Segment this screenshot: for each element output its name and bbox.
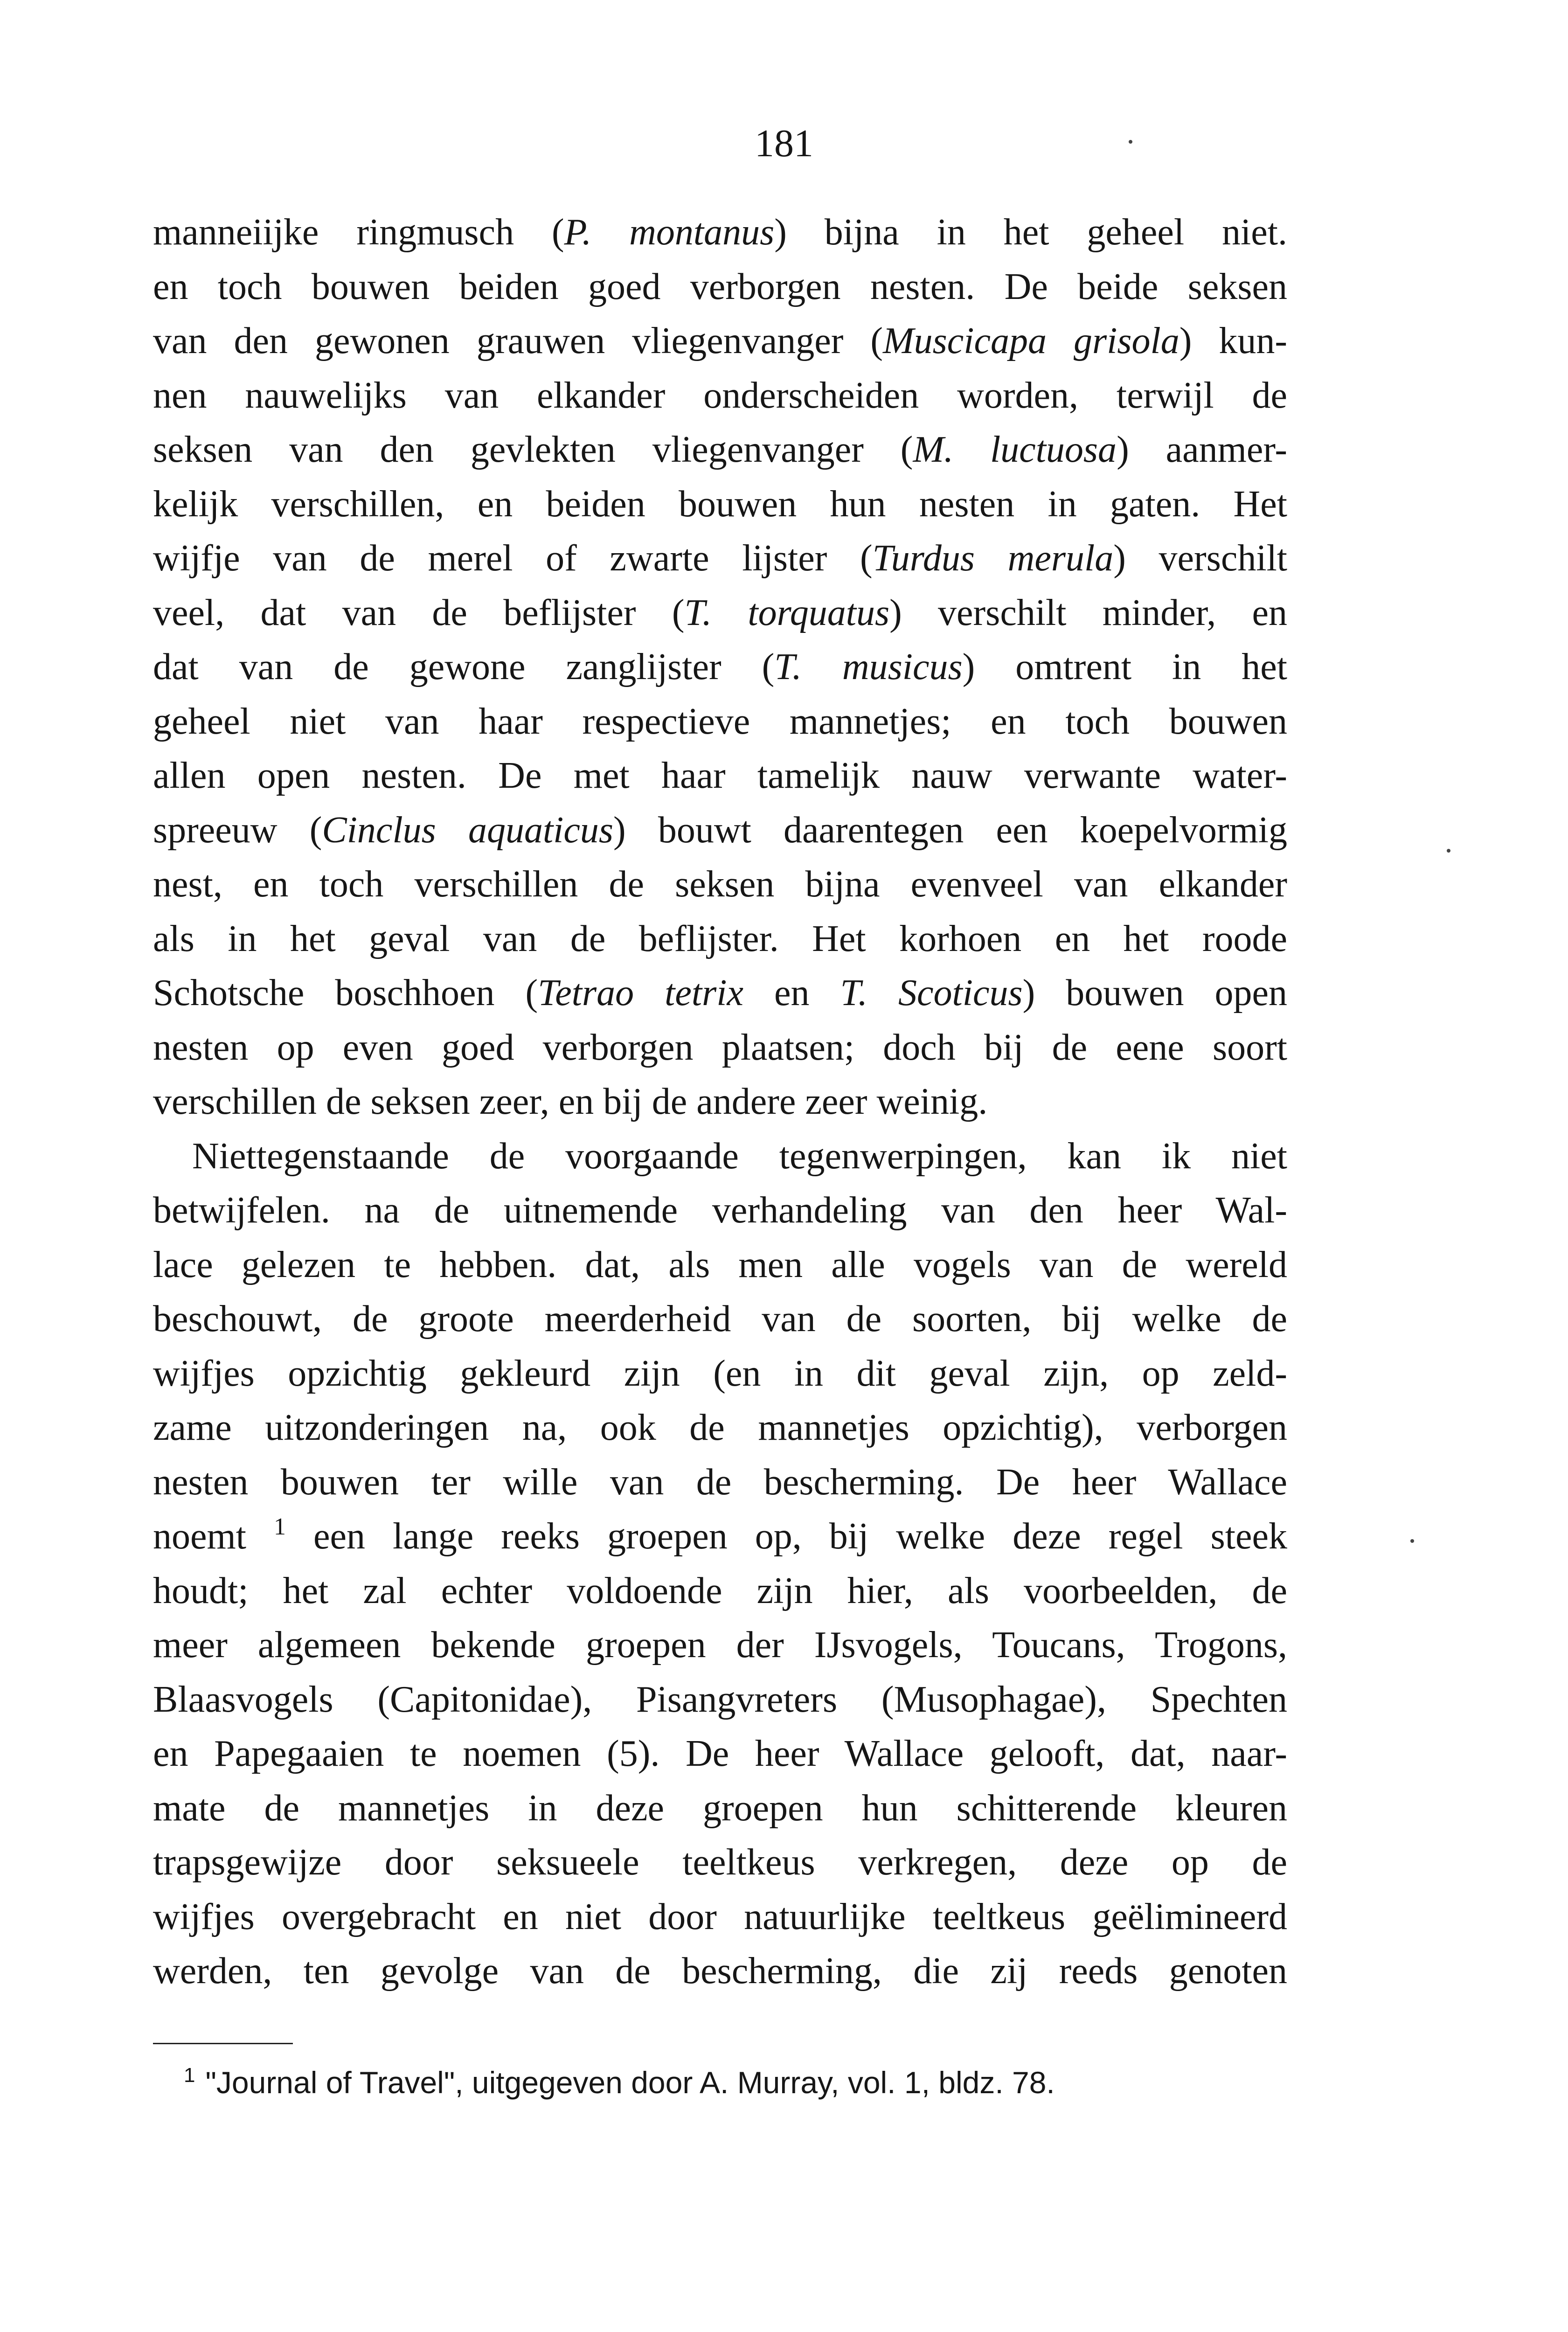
text-line <box>153 694 1287 749</box>
text-line <box>153 1129 1287 1184</box>
text-line <box>153 1673 1287 1727</box>
text-run: mate de mannetjes in deze groepen hun schitterende kleuren <box>153 1787 1287 1829</box>
species-name: Muscicapa grisola <box>883 320 1179 361</box>
text-run: lace gelezen te hebben. dat, als men alle vogels van de wereld <box>153 1244 1287 1285</box>
text-run: zame uitzonderingen na, ook de mannetjes opzichtig), verborgen <box>153 1407 1287 1448</box>
text-line <box>153 205 1287 260</box>
text-line <box>153 1727 1287 1781</box>
text-run: spreeuw ( <box>153 809 322 851</box>
footnote-separator <box>153 2043 293 2044</box>
text-run: geheel niet van haar respectieve mannetjes; en toch bouwen <box>153 701 1287 742</box>
text-line <box>153 531 1287 586</box>
text-line <box>153 912 1287 966</box>
text-line <box>153 1238 1287 1292</box>
text-run: nest, en toch verschillen de seksen bijna evenveel van elkander <box>153 864 1287 905</box>
text-run: betwijfelen. na de uitnemende verhandeling van den heer Wal- <box>153 1190 1287 1231</box>
text-run: werden, ten gevolge van de bescherming, die zij reeds genoten <box>153 1950 1287 1992</box>
footnote <box>184 2061 1303 2103</box>
text-run: trapsgewijze door seksueele teeltkeus verkregen, deze op de <box>153 1842 1287 1883</box>
print-speck <box>1410 1539 1414 1543</box>
text-run: ) verschilt minder, en <box>889 592 1288 633</box>
text-run: ) bouwen open <box>1022 972 1287 1013</box>
print-speck <box>1129 140 1132 144</box>
text-line <box>153 1564 1287 1618</box>
text-line <box>153 749 1287 803</box>
text-run: manneiijke ringmusch ( <box>153 212 564 253</box>
text-run: verschillen de seksen zeer, en bij de andere zeer weinig. <box>153 1081 988 1122</box>
text-run: beschouwt, de groote meerderheid van de soorten, bij welke de <box>153 1298 1287 1340</box>
text-run: wijfje van de merel of zwarte lijster ( <box>153 538 873 579</box>
text-run: wijfjes overgebracht en niet door natuurlijke teeltkeus geëlimineerd <box>153 1896 1287 1937</box>
text-run: van den gewonen grauwen vliegenvanger ( <box>153 320 883 361</box>
text-line <box>153 1455 1287 1510</box>
text-run: dat van de gewone zanglijster ( <box>153 646 775 687</box>
text-line <box>153 314 1287 368</box>
text-line <box>153 1835 1287 1890</box>
text-run: seksen van den gevlekten vliegenvanger ( <box>153 429 913 470</box>
species-name: Cinclus aquaticus <box>322 809 614 851</box>
text-line <box>153 803 1287 858</box>
text-line <box>153 586 1287 640</box>
text-run: nen nauwelijks van elkander onderscheiden worden, terwijl de <box>153 375 1287 416</box>
text-line <box>153 1890 1287 1944</box>
species-name: M. luctuosa <box>913 429 1117 470</box>
text-run: Blaasvogels (Capitonidae), Pisangvreters (Musophagae), Spechten <box>153 1679 1287 1720</box>
text-run: als in het geval van de beflijster. Het korhoen en het roode <box>153 918 1287 959</box>
text-run: ) aanmer- <box>1117 429 1288 470</box>
species-name: Turdus merula <box>872 538 1114 579</box>
text-run: ) bouwt daarentegen een koepelvormig <box>613 809 1287 851</box>
text-run: wijfjes opzichtig gekleurd zijn (en in dit geval zijn, op zeld- <box>153 1353 1287 1394</box>
text-line <box>153 260 1287 314</box>
text-run: en toch bouwen beiden goed verborgen nesten. De beide seksen <box>153 266 1287 307</box>
species-name: P. montanus <box>564 212 775 253</box>
text-line <box>153 423 1287 477</box>
text-line <box>153 1509 1287 1564</box>
page-number: 181 <box>755 122 813 165</box>
text-run: ) omtrent in het <box>962 646 1287 687</box>
text-run: nesten bouwen ter wille van de bescherming. De heer Wallace <box>153 1461 1287 1503</box>
text-line <box>153 1020 1287 1075</box>
footnote-text: "Journal of Travel", uitgegeven door A. Murray, vol. 1, bldz. 78. <box>205 2065 1055 2100</box>
text-line <box>153 857 1287 912</box>
text-run: en <box>743 972 840 1013</box>
text-line <box>153 1944 1287 1999</box>
footnote-reference: 1 <box>273 1513 286 1540</box>
species-name: T. musicus <box>774 646 963 687</box>
text-line <box>153 1183 1287 1238</box>
species-name: T. Scoticus <box>840 972 1023 1013</box>
species-name: T. torquatus <box>684 592 890 633</box>
text-run: een lange reeks groepen op, bij welke deze regel steek <box>285 1516 1287 1557</box>
text-run: ) verschilt <box>1113 538 1288 579</box>
text-run: allen open nesten. De met haar tamelijk nauw verwante water- <box>153 755 1287 796</box>
text-run: Niettegenstaande de voorgaande tegenwerpingen, kan ik niet <box>192 1135 1287 1177</box>
text-line <box>153 1075 1287 1129</box>
text-line <box>153 966 1287 1020</box>
text-line <box>153 368 1287 423</box>
body-text <box>153 205 1287 1999</box>
text-run: meer algemeen bekende groepen der IJsvogels, Toucans, Trogons, <box>153 1624 1287 1666</box>
text-line <box>153 1346 1287 1401</box>
text-run: noemt <box>153 1516 274 1557</box>
text-run: ) kun- <box>1179 320 1288 361</box>
text-line <box>153 1292 1287 1346</box>
text-run: ) bijna in het geheel niet. <box>774 212 1287 253</box>
text-run: houdt; het zal echter voldoende zijn hier, als voorbeelden, de <box>153 1570 1287 1611</box>
text-line <box>153 1401 1287 1455</box>
text-line <box>153 477 1287 532</box>
text-run: veel, dat van de beflijster ( <box>153 592 685 633</box>
text-run: Schotsche boschhoen ( <box>153 972 538 1013</box>
text-run: en Papegaaien te noemen (5). De heer Wallace gelooft, dat, naar- <box>153 1733 1287 1774</box>
text-line <box>153 640 1287 694</box>
species-name: Tetrao tetrix <box>538 972 743 1013</box>
text-run: kelijk verschillen, en beiden bouwen hun nesten in gaten. Het <box>153 483 1287 525</box>
footnote-marker: 1 <box>184 2064 195 2087</box>
text-run: nesten op even goed verborgen plaatsen; doch bij de eene soort <box>153 1027 1287 1068</box>
text-line <box>153 1781 1287 1836</box>
text-line <box>153 1618 1287 1673</box>
print-speck <box>1447 849 1450 853</box>
